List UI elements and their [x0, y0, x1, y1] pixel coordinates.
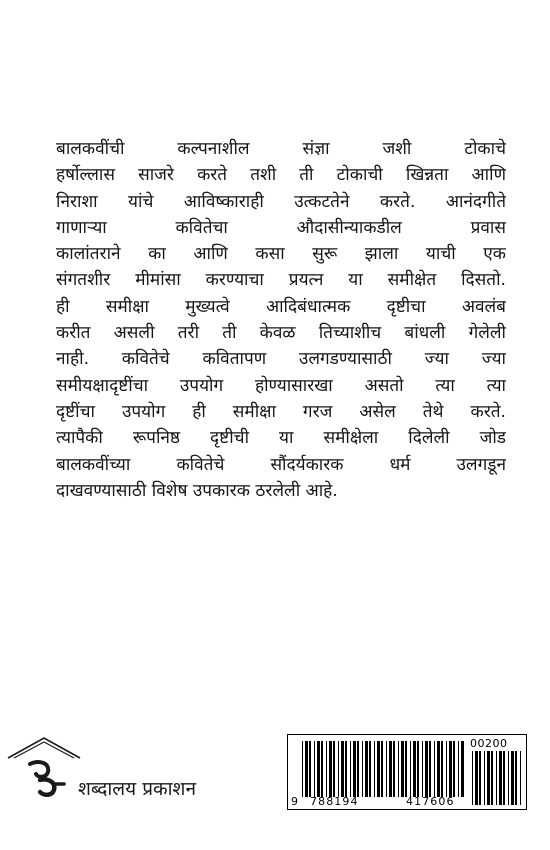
barcode-bar: [461, 741, 464, 797]
isbn-left-group: 788194: [310, 795, 359, 808]
barcode-bar: [453, 741, 455, 797]
blurb-line: दाखवण्यासाठी विशेष उपकारक ठरलेली आहे.: [56, 480, 338, 501]
barcode-bar: [362, 741, 363, 797]
barcode-bar: [429, 741, 431, 797]
blurb-line: बालकवींच्या कवितेचे सौंदर्यकारक धर्म उलगडून: [56, 454, 506, 475]
blurb-line: नाही. कवितेचे कवितापण उलगडण्यासाठी ज्या ज्या: [56, 349, 506, 370]
publisher-name: शब्दालय प्रकाशन: [78, 778, 196, 800]
barcode-bar: [381, 741, 383, 797]
publisher-mark: [0, 722, 270, 812]
isbn-number: [288, 795, 526, 809]
barcode-bar: [413, 741, 416, 797]
barcode-bar: [417, 741, 419, 797]
barcode-bar: [401, 741, 404, 797]
blurb-line: निराशा यांचे आविष्काराही उत्कटतेने करते. आनंदगीते: [56, 191, 506, 212]
barcode-bar: [341, 741, 344, 797]
barcode-bar: [369, 741, 371, 797]
blurb-line: गाणाऱ्या कवितेचा औदासीन्याकडील प्रवास: [56, 217, 506, 238]
isbn-barcode: [287, 734, 527, 810]
barcode-bar: [309, 741, 311, 797]
barcode-bar: [398, 741, 399, 797]
barcode-bar: [405, 741, 407, 797]
blurb-line: ही समीक्षा मुख्यत्वे आदिबंधात्मक दृष्टीचा अवलंब: [56, 296, 506, 317]
barcode-bar: [386, 741, 387, 797]
barcode-bar: [329, 741, 332, 797]
blurb-line: हर्षोल्लास साजरे करते तशी ती टोकाची खिन्नता आणि: [56, 165, 506, 186]
barcode-bar: [305, 741, 308, 797]
blurb-line: बालकवींची कल्पनाशील संज्ञा जशी टोकाचे: [56, 139, 506, 159]
barcode-bar: [434, 741, 435, 797]
barcode-bar: [446, 741, 447, 797]
barcode-bar: [393, 741, 395, 797]
barcode-bar: [350, 741, 351, 797]
barcode-bar: [317, 741, 320, 797]
blurb-line: करीत असली तरी ती केवळ तिच्याशीच बांधली गेलेली: [56, 323, 506, 344]
isbn-right-group: 417606: [406, 795, 455, 808]
barcode-bar: [425, 741, 428, 797]
price-code: 00200: [470, 737, 508, 750]
blurb-line: समीयक्षादृष्टींचा उपयोग होण्यासारखा असतो त्या त्या: [56, 375, 506, 396]
barcode-bar: [353, 741, 356, 797]
barcode-bar: [365, 741, 368, 797]
barcode-bar: [377, 741, 380, 797]
barcode-bar: [314, 741, 315, 797]
barcode-bar: [458, 741, 459, 797]
barcode-bar: [374, 741, 375, 797]
barcode-bar: [441, 741, 443, 797]
barcode-bar: [345, 741, 347, 797]
blurb-line: दृष्टींचा उपयोग ही समीक्षा गरज असेल तेथे करते.: [56, 401, 506, 422]
barcode-bar: [338, 741, 339, 797]
barcode-bar: [357, 741, 359, 797]
barcode-bar: [326, 741, 327, 797]
barcode-bar: [333, 741, 335, 797]
blurb-text: [56, 136, 506, 504]
barcode-bar: [321, 741, 323, 797]
barcode-bar: [410, 741, 411, 797]
blurb-line: त्यापैकी रूपनिष्ठ दृष्टीची या समीक्षेला दिलेली जोड: [56, 428, 506, 449]
barcode-bar: [449, 741, 452, 797]
blurb-line: संगतशीर मीमांसा करण्याचा प्रयत्न या समीक्षेत दिसतो.: [56, 270, 506, 291]
barcode-bar: [389, 741, 392, 797]
barcode-bar: [302, 741, 303, 797]
barcode-bar: [437, 741, 440, 797]
blurb-line: कालांतराने का आणि कसा सुरू झाला याची एक: [56, 244, 506, 265]
isbn-first-digit: 9: [291, 795, 298, 808]
barcode-bar: [422, 741, 423, 797]
